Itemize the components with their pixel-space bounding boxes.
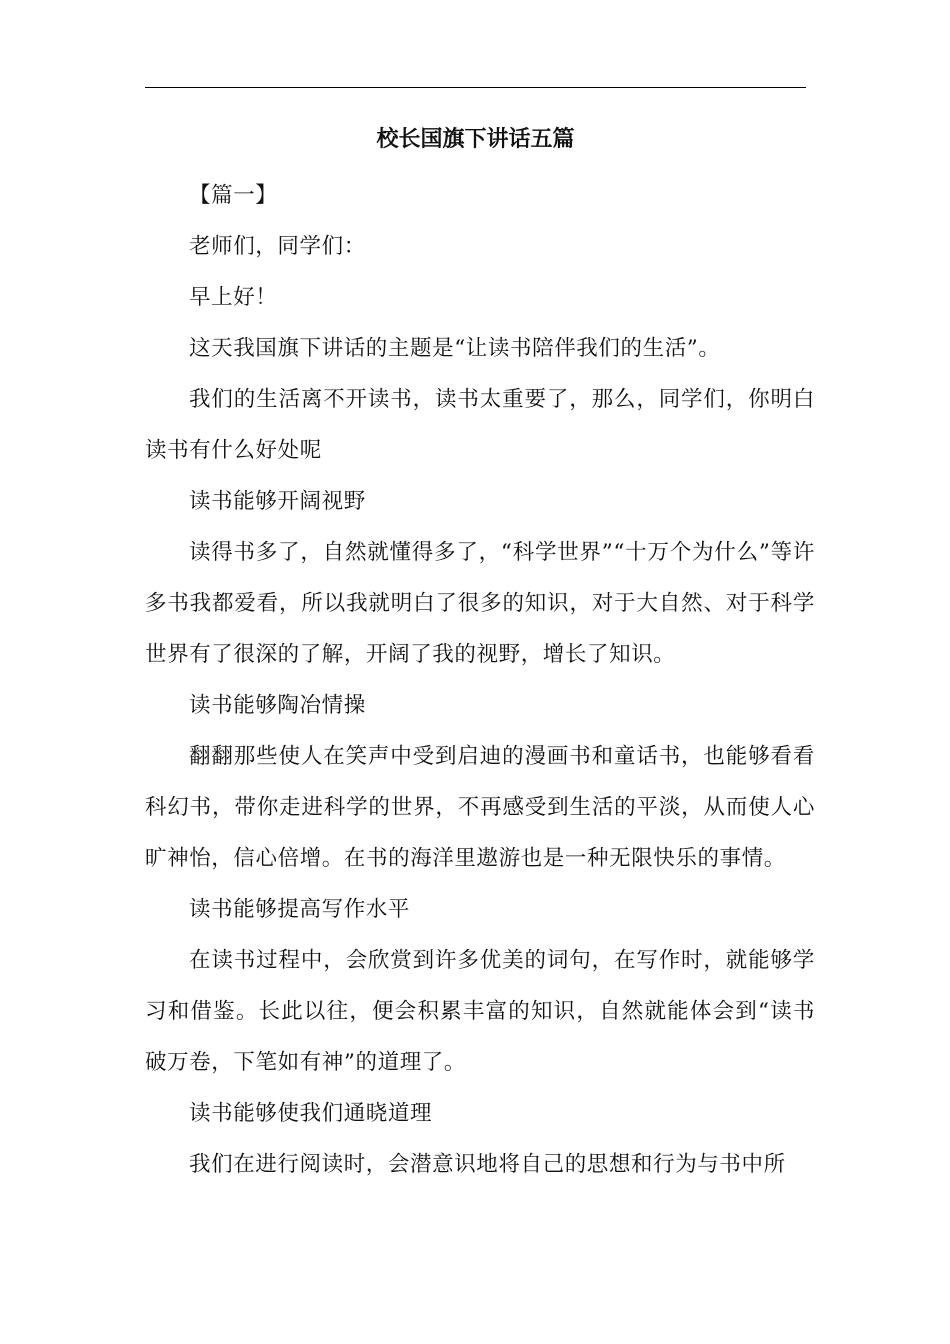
paragraph-intro: 我们的生活离不开读书，读书太重要了，那么，同学们，你明白读书有什么好处呢: [145, 387, 815, 463]
paragraph-body-4: 我们在进行阅读时，会潜意识地将自己的思想和行为与书中所: [189, 1152, 786, 1177]
paragraph-body-3: 在读书过程中，会欣赏到许多优美的词句，在写作时，就能够学习和借鉴。长此以往，便会积累丰富的知识，自然就能体会到“读书破万卷，下笔如有神”的道理了。: [145, 948, 815, 1075]
document-body: [145, 170, 815, 1190]
header-rule: [145, 87, 806, 88]
paragraph-subheading-4: 读书能够使我们通晓道理: [189, 1101, 433, 1126]
paragraph-subheading-3: 读书能够提高写作水平: [189, 897, 411, 922]
paragraph-salutation: 老师们，同学们：: [189, 234, 366, 259]
paragraph-subheading-2: 读书能够陶冶情操: [189, 693, 366, 718]
paragraph-subheading-1: 读书能够开阔视野: [189, 489, 366, 514]
paragraph-body-1: 读得书多了，自然就懂得多了，“科学世界”“十万个为什么”等许多书我都爱看，所以我就明白了很多的知识，对于大自然、对于科学世界有了很深的了解，开阔了我的视野，增长了知识。: [145, 540, 815, 667]
paragraph-greeting: 早上好！: [189, 285, 278, 310]
paragraph-body-2: 翻翻那些使人在笑声中受到启迪的漫画书和童话书，也能够看看科幻书，带你走进科学的世界，不再感受到生活的平淡，从而使人心旷神怡，信心倍增。在书的海洋里遨游也是一种无限快乐的事情。: [145, 744, 815, 871]
paragraph-section-label: 【篇一】: [189, 183, 278, 208]
document-title: 校长国旗下讲话五篇: [376, 126, 575, 152]
paragraph-topic: 这天我国旗下讲话的主题是“让读书陪伴我们的生活”。: [189, 336, 721, 361]
